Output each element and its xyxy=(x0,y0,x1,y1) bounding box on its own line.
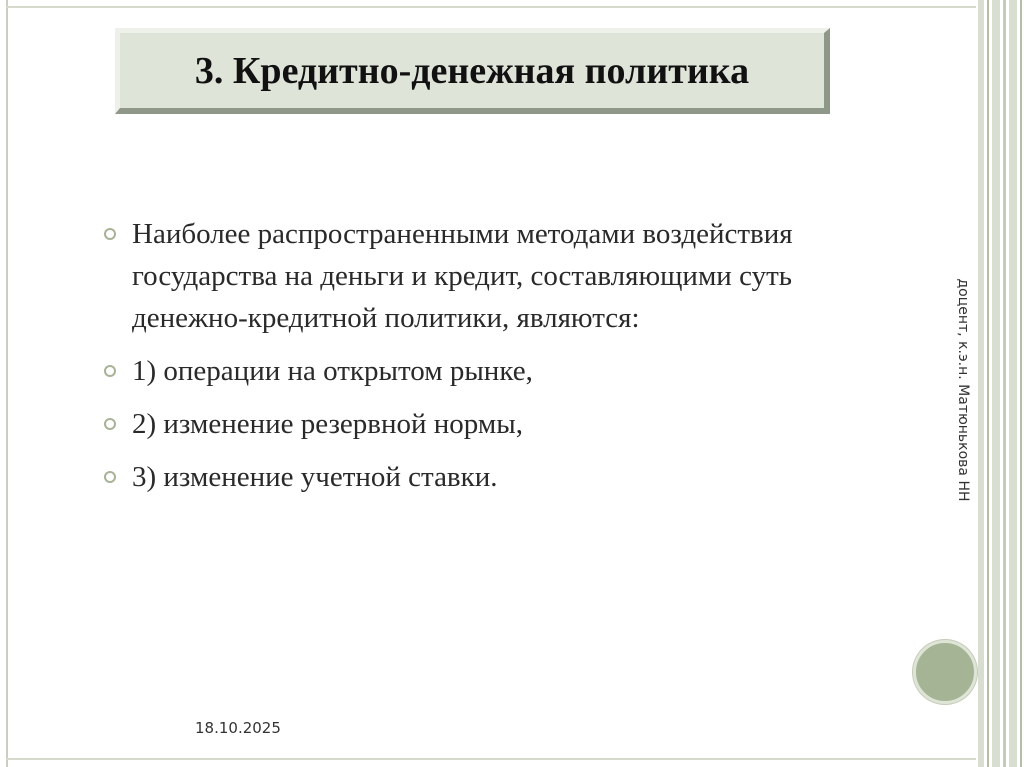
author-vertical-text: доцент, к.э.н. Матюнькова НН xyxy=(955,278,971,502)
bullet-list xyxy=(103,213,803,509)
stripe xyxy=(987,0,989,767)
bullet-item xyxy=(103,456,803,498)
bullet-item xyxy=(103,403,803,445)
stripe xyxy=(992,0,1000,767)
stripe xyxy=(1020,0,1022,767)
filled-circle-icon xyxy=(913,640,977,704)
bullet-item xyxy=(103,213,803,339)
slide-title: 3. Кредитно-денежная политика xyxy=(194,49,750,92)
slide-date: 18.10.2025 xyxy=(195,719,281,737)
frame-top-line xyxy=(6,6,976,8)
hollow-circle-bullet-icon xyxy=(104,471,116,483)
frame-bottom-line xyxy=(6,758,976,760)
bullet-text: 1) операции на открытом рынке, xyxy=(132,355,533,387)
bullet-text: 2) изменение резервной нормы, xyxy=(132,408,523,440)
title-box xyxy=(115,28,830,114)
bullet-text: 3) изменение учетной ставки. xyxy=(132,461,498,493)
bullet-item xyxy=(103,350,803,392)
hollow-circle-bullet-icon xyxy=(104,418,116,430)
hollow-circle-bullet-icon xyxy=(104,228,116,240)
frame-left-line xyxy=(6,0,8,767)
stripe xyxy=(1003,0,1006,767)
hollow-circle-bullet-icon xyxy=(104,365,116,377)
decorative-stripes xyxy=(978,0,1024,767)
bullet-text: Наиболее распространенными методами воздействия государства на деньги и кредит, составляющими суть денежно-кредитной политики, являются: xyxy=(132,218,793,334)
stripe xyxy=(978,0,984,767)
stripe xyxy=(1009,0,1017,767)
